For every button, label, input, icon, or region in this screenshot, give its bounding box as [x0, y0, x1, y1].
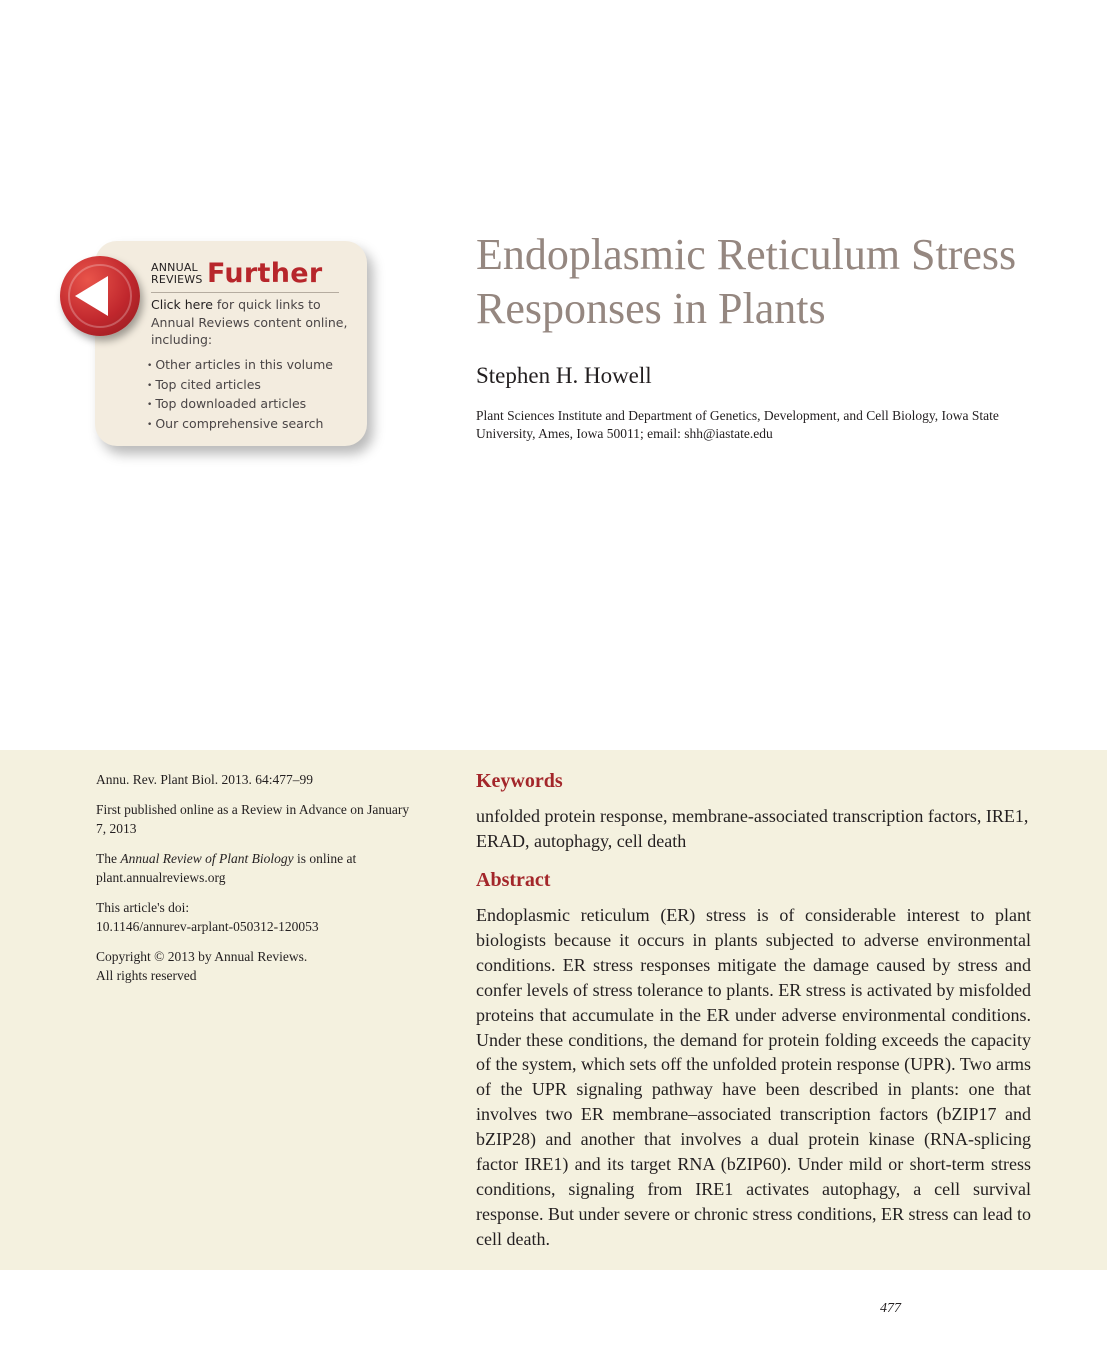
further-divider: [151, 292, 339, 293]
online-prefix: The: [96, 851, 121, 866]
further-intro-text: for quick links to Annual Reviews content online, including:: [151, 297, 348, 347]
further-links: [147, 356, 333, 434]
page-number: 477: [880, 1301, 901, 1316]
link-comprehensive-search[interactable]: • Our comprehensive search: [147, 415, 333, 435]
link-top-cited[interactable]: • Top cited articles: [147, 376, 333, 396]
abstract-heading: Abstract: [476, 869, 551, 891]
online-suffix: is online at plant.annualreviews.org: [96, 851, 357, 885]
author-affiliation: Plant Sciences Institute and Department of Genetics, Development, and Cell Biology, Iowa State University, Ames, Iowa 50011; email: shh@iastate.edu: [476, 408, 999, 441]
keywords-heading: Keywords: [476, 770, 563, 792]
rights: All rights reserved: [96, 968, 197, 983]
brand-line-2: REVIEWS: [151, 273, 203, 286]
online-note: [96, 849, 416, 887]
copyright-block: [96, 947, 416, 985]
arrow-triangle: [75, 276, 108, 316]
brand-line-1: ANNUAL: [151, 261, 198, 274]
article-metadata: [96, 770, 416, 996]
citation: Annu. Rev. Plant Biol. 2013. 64:477–99: [96, 772, 314, 787]
copyright: Copyright © 2013 by Annual Reviews.: [96, 949, 308, 964]
journal-name: Annual Review of Plant Biology: [120, 851, 294, 866]
doi-value[interactable]: 10.1146/annurev-arplant-050312-120053: [96, 919, 319, 934]
link-top-downloaded[interactable]: • Top downloaded articles: [147, 395, 333, 415]
further-intro: [151, 296, 351, 349]
link-other-articles[interactable]: • Other articles in this volume: [147, 356, 333, 376]
doi-label: This article's doi:: [96, 900, 190, 915]
abstract-text: Endoplasmic reticulum (ER) stress is of considerable interest to plant biologists because it occurs in plants subjected to adverse environmental conditions. ER stress responses mitigate the damage caused by stress and confer levels of stress tolerance to plants. ER stress is activated by misfolded proteins that accumulate in the ER under adverse environmental conditions. Under these conditions, the demand for protein folding exceeds the capacity of the system, which sets off the unfolded protein response (UPR). Two arms of the UPR signaling pathway have been described in plants: one that involves two ER membrane–associated transcription factors (bZIP17 and bZIP28) and another that involves a dual protein kinase (RNA-splicing factor IRE1) and its target RNA (bZIP60). Under mild or short-term stress conditions, signaling from IRE1 activates autophagy, a cell survival response. But under severe or chronic stress conditions, ER stress can lead to cell death.: [476, 905, 1031, 1249]
article-author: Stephen H. Howell: [476, 363, 652, 388]
further-heading: Further: [207, 258, 323, 289]
annual-reviews-brand: [151, 262, 203, 286]
further-box: [60, 238, 385, 463]
back-arrow-icon[interactable]: [60, 256, 140, 336]
doi-block: [96, 898, 416, 936]
keywords-text: unfolded protein response, membrane-associated transcription factors, IRE1, ERAD, autophagy, cell death: [476, 806, 1029, 851]
click-here-link[interactable]: Click here: [151, 297, 213, 312]
article-title: Endoplasmic Reticulum Stress Responses in Plants: [476, 230, 1017, 333]
first-published: First published online as a Review in Advance on January 7, 2013: [96, 802, 410, 836]
